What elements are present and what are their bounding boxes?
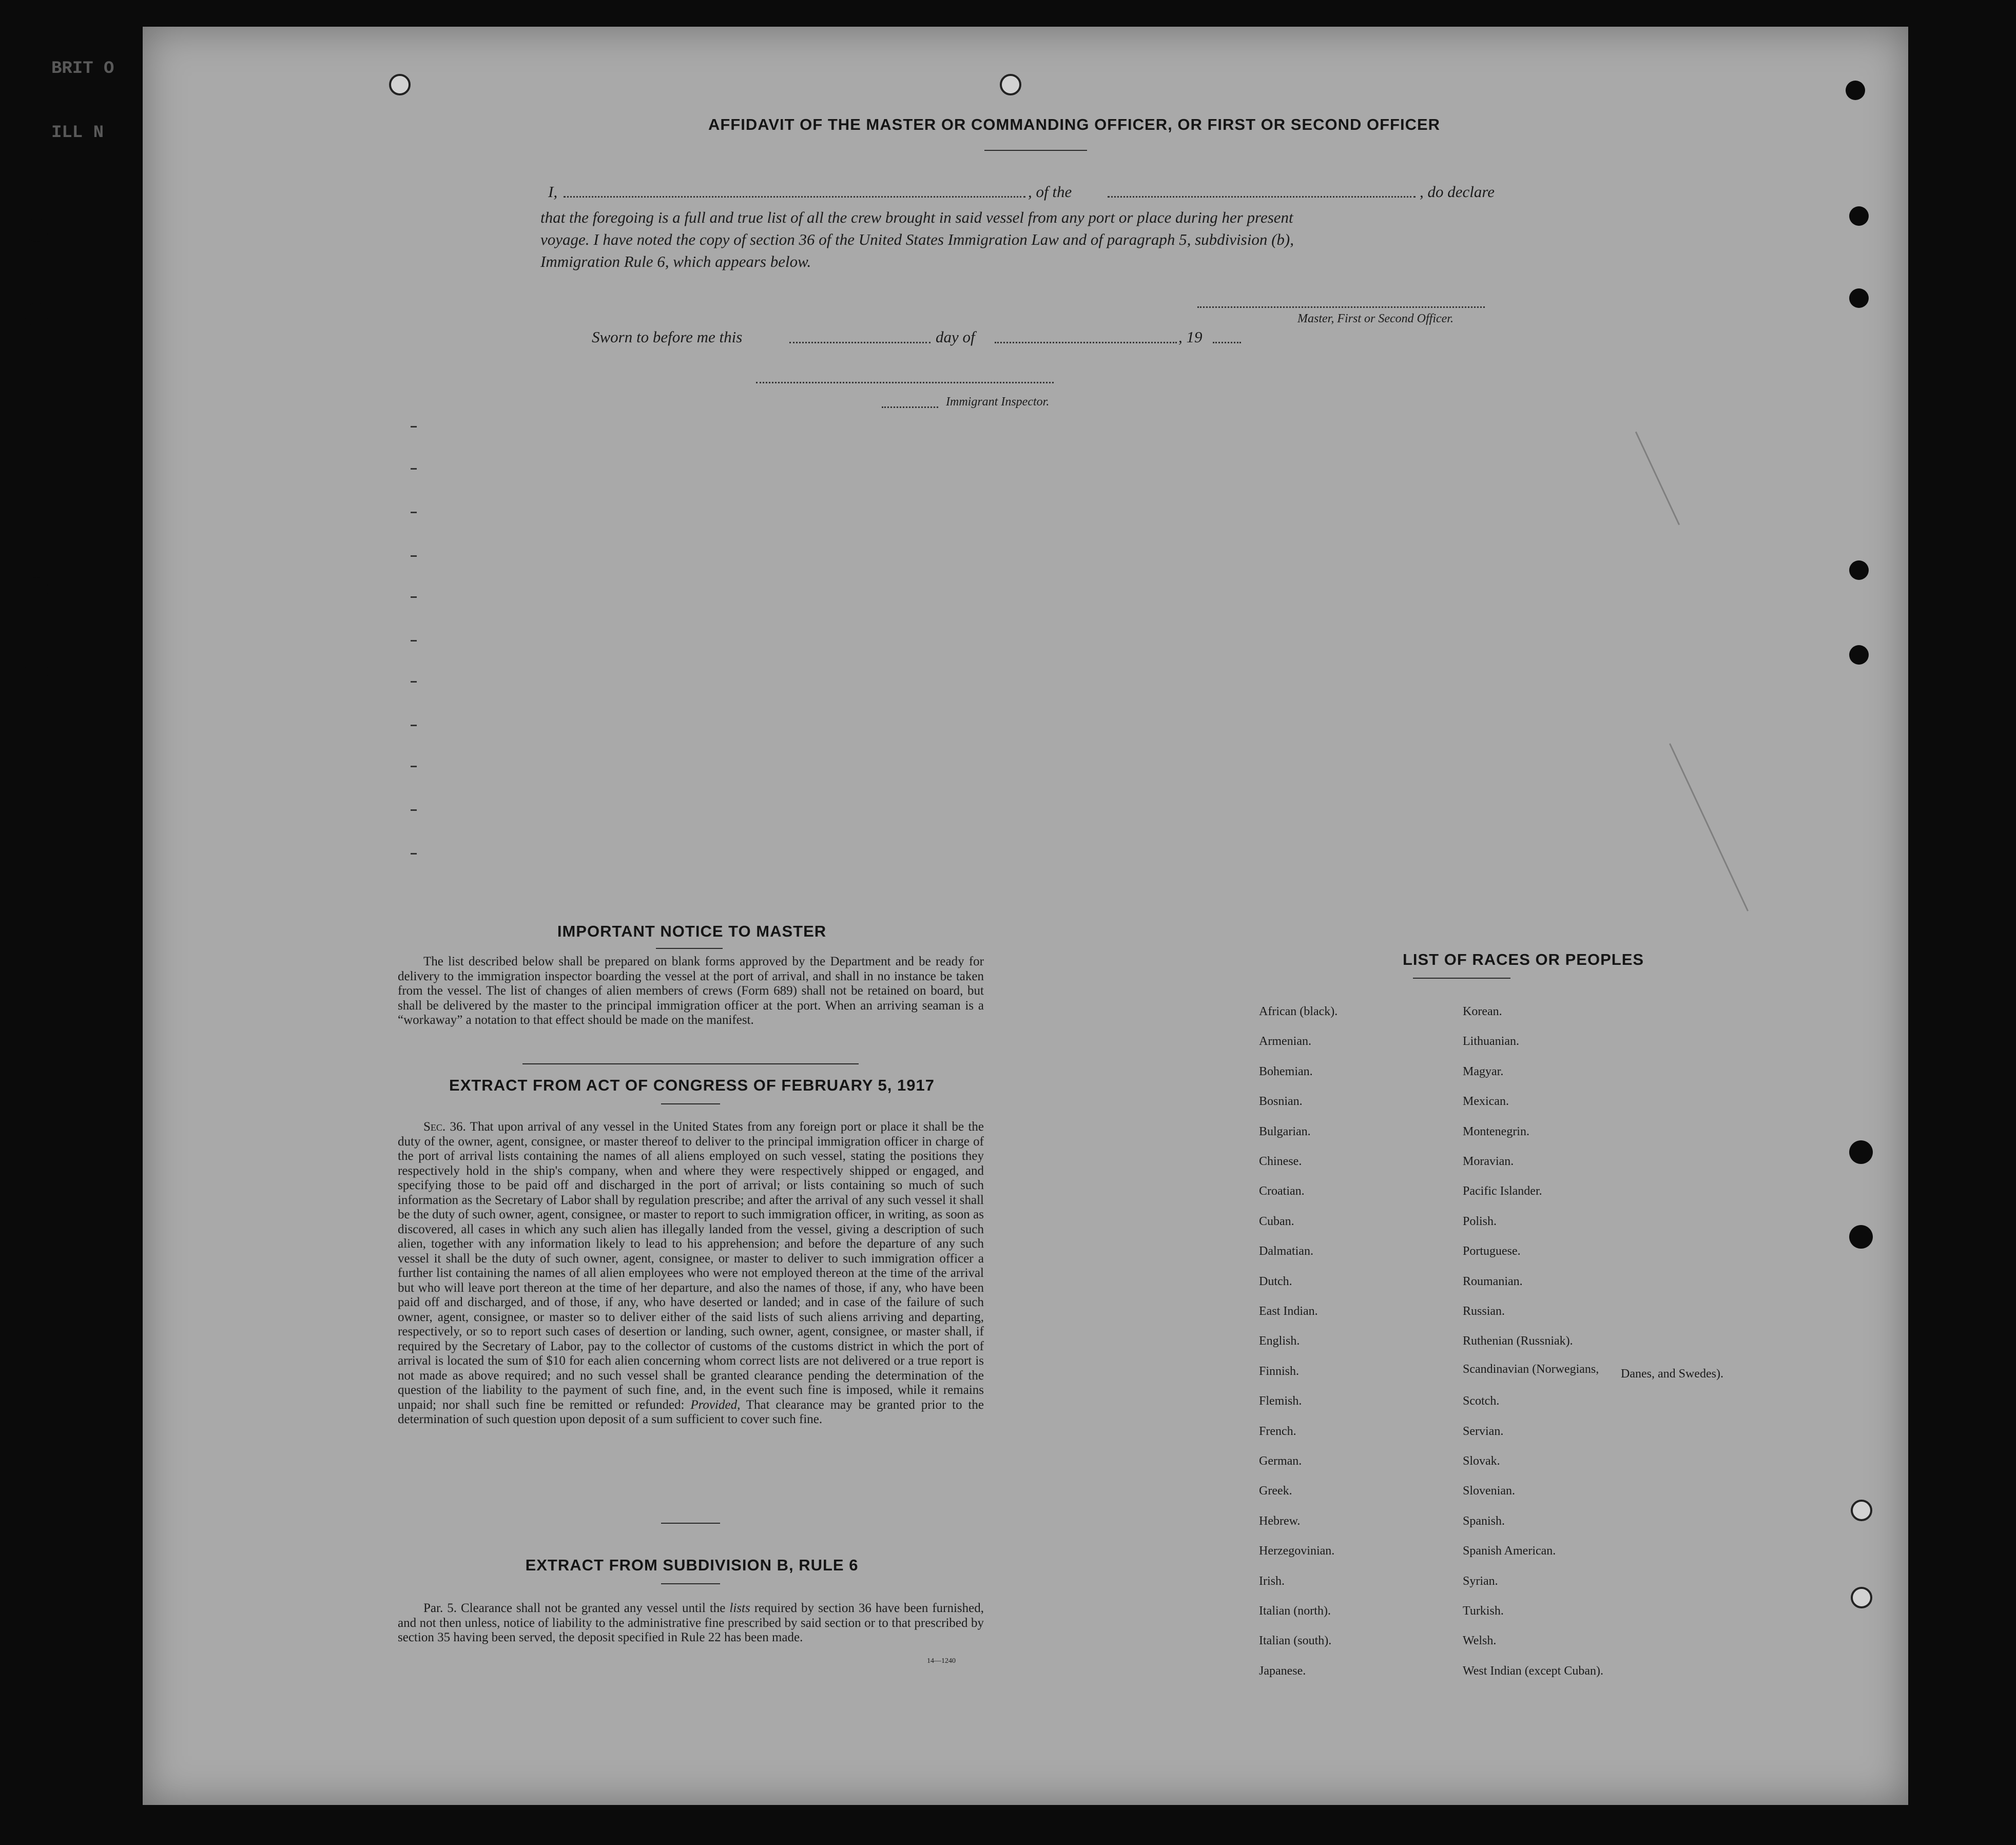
sworn-year-blank[interactable]: [1213, 342, 1241, 343]
punch-hole: [1846, 81, 1865, 100]
punch-hole: [389, 74, 411, 95]
race-item: Moravian.: [1463, 1155, 1514, 1168]
race-item: Lithuanian.: [1463, 1035, 1519, 1048]
race-item: English.: [1259, 1334, 1300, 1348]
race-item: Syrian.: [1463, 1574, 1498, 1588]
race-item: French.: [1259, 1424, 1296, 1438]
races-underline: [1413, 978, 1510, 979]
race-item: Italian (north).: [1259, 1604, 1331, 1618]
punch-hole: [1849, 1140, 1873, 1164]
margin-fragment-1: BRIT O: [51, 59, 114, 79]
races-title: LIST OF RACES OR PEOPLES: [1402, 950, 1644, 968]
race-item: Scandinavian (Norwegians,: [1463, 1362, 1599, 1376]
punch-hole: [1849, 206, 1869, 226]
race-item: Turkish.: [1463, 1604, 1504, 1618]
race-item: Bohemian.: [1259, 1064, 1313, 1078]
race-item: Greek.: [1259, 1484, 1292, 1498]
affidavit-line-4: Immigration Rule 6, which appears below.: [540, 253, 811, 270]
race-item: Roumanian.: [1463, 1274, 1523, 1288]
race-item: Ruthenian (Russniak).: [1463, 1334, 1573, 1348]
extract-act-title: EXTRACT FROM ACT OF CONGRESS OF FEBRUARY 5, 1917: [449, 1076, 935, 1094]
race-item: Russian.: [1463, 1305, 1505, 1318]
race-item: Herzegovinian.: [1259, 1544, 1335, 1558]
affidavit-line-2: that the foregoing is a full and true list of all the crew brought in said vessel from any port or place during her present: [540, 208, 1293, 226]
punch-hole: [1849, 560, 1869, 580]
sworn-date-blank[interactable]: [789, 342, 931, 343]
race-item: Dalmatian.: [1259, 1245, 1313, 1258]
binder-hole: [25, 577, 48, 601]
race-item: Armenian.: [1259, 1035, 1311, 1048]
notice-title: IMPORTANT NOTICE TO MASTER: [557, 922, 827, 940]
extract-act-text: [398, 1120, 984, 1427]
race-item: Cuban.: [1259, 1214, 1294, 1228]
punch-hole: [1851, 1500, 1872, 1521]
inspector-blank[interactable]: [756, 382, 1054, 383]
extract-rule-underline: [661, 1583, 720, 1584]
race-item: Hebrew.: [1259, 1514, 1301, 1528]
race-scandinavian-line-2: Danes, and Swedes).: [1621, 1367, 1723, 1381]
race-item: Japanese.: [1259, 1664, 1306, 1678]
race-item: Slovenian.: [1463, 1484, 1515, 1498]
sworn-prefix: Sworn to before me this: [592, 328, 743, 346]
race-item: Slovak.: [1463, 1454, 1500, 1468]
binder-hole: [25, 303, 48, 326]
document-sheet: [143, 27, 1908, 1805]
race-item: Servian.: [1463, 1424, 1504, 1438]
notice-text: The list described below shall be prepared on blank forms approved by the Department and be ready for delivery to the immigration inspector boarding the vessel at the port of arrival, and shall in no instance be taken from the vessel. The list of changes of alien members of crews (Form 689) shall not be retained on board, but shall be delivered by the master to the principal immigration officer at the port. When an arriving seaman is a “workaway” a notation to that effect should be made on the manifest.: [398, 955, 984, 1027]
name-blank[interactable]: [564, 196, 1025, 198]
race-item: Bosnian.: [1259, 1095, 1303, 1109]
race-item: Dutch.: [1259, 1274, 1292, 1288]
affidavit-of-the: , of the: [1028, 183, 1072, 201]
race-item: Irish.: [1259, 1574, 1285, 1588]
extract-rule-title: EXTRACT FROM SUBDIVISION B, RULE 6: [525, 1556, 859, 1574]
punch-hole: [1849, 288, 1869, 308]
signature-label: Master, First or Second Officer.: [1297, 312, 1453, 325]
race-item: Chinese.: [1259, 1155, 1302, 1168]
race-item: Korean.: [1463, 1005, 1502, 1018]
race-item: West Indian (except Cuban).: [1463, 1664, 1603, 1678]
section-number: Sec. 36.: [423, 1120, 466, 1134]
inspector-label: Immigrant Inspector.: [946, 395, 1050, 409]
vessel-blank[interactable]: [1108, 196, 1416, 198]
rule-text-b: required by section 36 have been furnished, and not then unless, notice of liability to the administrative fine prescribed by said section or to that prescribed by section 35 having been served, the deposit specified in Rule 22 has been made.: [398, 1601, 984, 1644]
affidavit-i: I,: [548, 183, 558, 201]
affidavit-line-3: voyage. I have noted the copy of section 36 of the United States Immigration Law and of paragraph 5, subdivision (b),: [540, 230, 1294, 248]
race-item: Scotch.: [1463, 1394, 1500, 1408]
section-end: That clearance may be granted prior to the determination of such question upon deposit of a sum sufficient to cover such fine.: [398, 1397, 984, 1426]
notice-underline: [656, 948, 723, 949]
race-item: Spanish American.: [1463, 1544, 1556, 1558]
section-body: That upon arrival of any vessel in the United States from any foreign port or place it shall be the duty of the owner, agent, consignee, or master thereof to deliver to the principal immigration officer in charge of the port of arrival lists containing the names of all aliens employed on such vessel, stating the positions they respectively hold in the ship's company, when and where they were respectively shipped or engaged, and specifying those to be paid off and discharged in the port of arrival; or lists containing so much of such information as the Secretary of Labor shall by regulation prescribe; and after the arrival of any such vessel it shall be the duty of such owner, agent, consignee, or master to report to such immigration officer, in writing, as soon as discovered, all cases in which any such alien has illegally landed from the vessel, giving a description of such alien, together with any information likely to lead to his apprehension; and before the departure of any such vessel it shall be the duty of such owner, agent, consignee, or master to deliver to such immigration officer a further list containing the names of all alien employees who were not employed thereon at the time of the arrival but who will leave port thereon at the time of her departure, and also the names of those, if any, who have been paid off and discharged, and of those, if any, who have deserted or landed; and in case of the failure of such owner, agent, consignee, or master so to deliver either of the said lists of such aliens arriving and departing, respectively, or so to report such cases of desertion or landing, such owner, agent, consignee, or master shall, if required by the Secretary of Labor, pay to the collector of customs of the customs district in which the port of arrival is located the sum of $10 for each alien concerning whom correct lists are not delivered or a true report is not made as above required; and no such vessel shall be granted clearance pending the determination of the question of the liability to the payment of such fine, and, in the event such fine is imposed, while it remains unpaid; nor shall such fine be remitted or refunded:: [398, 1120, 984, 1412]
margin-fragment-2: ILL N: [51, 123, 104, 143]
race-item: Mexican.: [1463, 1095, 1509, 1109]
sworn-day-of: day of: [936, 328, 975, 346]
race-item: Finnish.: [1259, 1364, 1300, 1378]
sworn-month-blank[interactable]: [995, 342, 1177, 343]
race-item: Montenegrin.: [1463, 1124, 1529, 1138]
race-item: Italian (south).: [1259, 1634, 1332, 1648]
punch-hole: [1851, 1587, 1872, 1608]
sworn-year: , 19: [1178, 328, 1203, 346]
rule-text-a: Par. 5. Clearance shall not be granted any vessel until the: [423, 1601, 726, 1615]
extract-act-rule: [661, 1523, 720, 1524]
binder-hole: [25, 659, 48, 683]
affidavit-declare: , do declare: [1420, 183, 1495, 201]
title-underline: [984, 150, 1087, 151]
race-item: Pacific Islander.: [1463, 1184, 1542, 1198]
race-item: East Indian.: [1259, 1305, 1318, 1318]
provided-word: Provided,: [690, 1397, 741, 1412]
form-number: 14—1240: [927, 1657, 956, 1665]
punch-hole: [1000, 74, 1021, 95]
race-item: African (black).: [1259, 1005, 1338, 1018]
notice-rule: [522, 1063, 859, 1064]
race-item: Spanish.: [1463, 1514, 1505, 1528]
extract-act-underline: [661, 1103, 720, 1104]
race-item: German.: [1259, 1454, 1302, 1468]
punch-hole: [1849, 1225, 1873, 1249]
race-item: Flemish.: [1259, 1394, 1302, 1408]
rule-lists-word: lists: [729, 1601, 750, 1615]
affidavit-title: AFFIDAVIT OF THE MASTER OR COMMANDING OFFICER, OR FIRST OR SECOND OFFICER: [708, 115, 1441, 133]
binder-hole: [25, 218, 48, 242]
inspector-blank-2[interactable]: [882, 406, 938, 408]
punch-hole: [1849, 645, 1869, 665]
race-item: Croatian.: [1259, 1184, 1305, 1198]
race-item: Magyar.: [1463, 1064, 1504, 1078]
race-item: Welsh.: [1463, 1634, 1497, 1648]
race-item: Bulgarian.: [1259, 1124, 1311, 1138]
race-item: Polish.: [1463, 1214, 1497, 1228]
race-item: Portuguese.: [1463, 1245, 1521, 1258]
extract-rule-text: [398, 1601, 984, 1645]
